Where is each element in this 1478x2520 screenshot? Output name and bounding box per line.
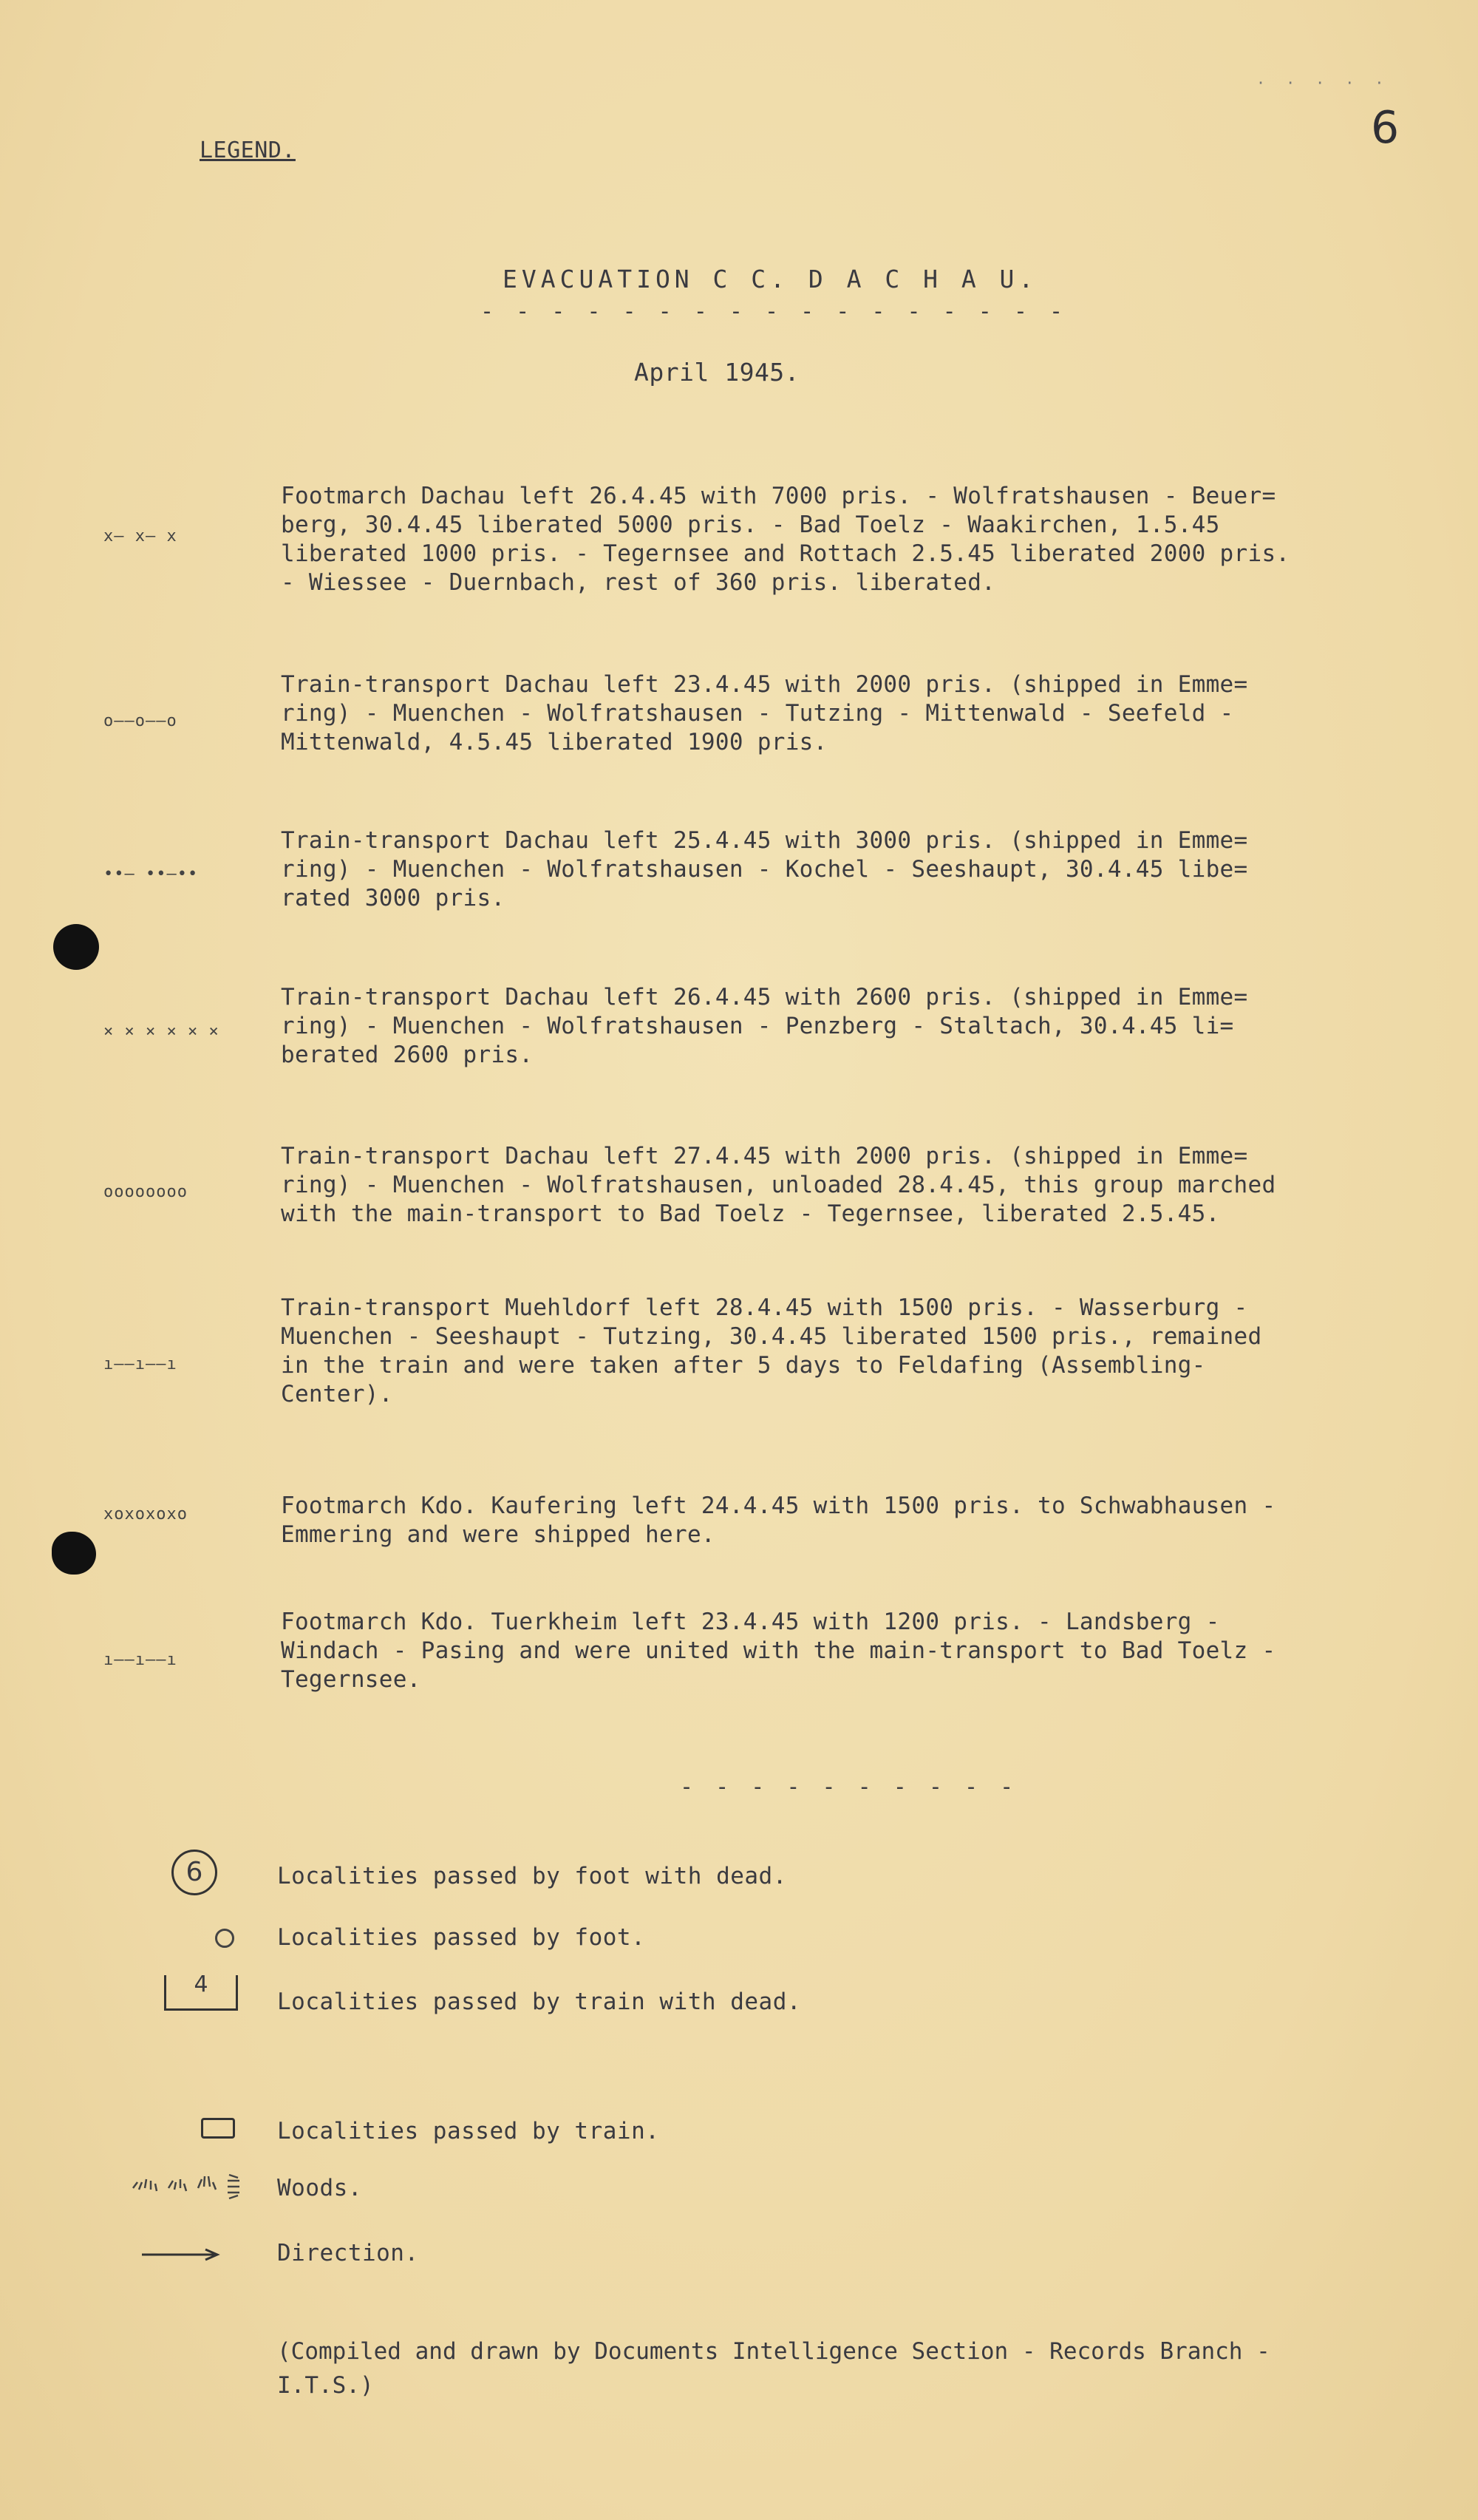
route-symbol-footmarch-dachau: x— x— x [103, 527, 177, 546]
entry-train-dachau-27: Train-transport Dachau left 27.4.45 with 2000 pris. (shipped in Emme= ring) - Muenchen - Wolfratshausen, unloaded 28.4.45, this group marched with the main-transport to Bad Toelz - Tegernsee, liberated 2.5.45. [281, 1143, 1276, 1227]
key-direction: Direction. [277, 2240, 419, 2266]
credit-note: (Compiled and drawn by Documents Intelligence Section - Records Branch - I.T.S.) [277, 2338, 1270, 2399]
entry-footmarch-dachau: Footmarch Dachau left 26.4.45 with 7000 pris. - Wolfratshausen - Beuer= berg, 30.4.45 liberated 5000 pris. - Bad Toelz - Waakirchen, 1.5.45 liberated 1000 pris. - Tegernsee and Rottach 2.5.45 liberated 2000 pris. - Wiessee - Duernbach, rest of 360 pris. liberated. [281, 483, 1290, 596]
page-number: 6 [1371, 102, 1400, 154]
arrow-right-icon [140, 2247, 222, 2262]
key-woods: Woods. [277, 2175, 362, 2201]
route-symbol-train-dachau-25: ••— ••—•• [103, 865, 199, 883]
boxed-number-icon: 4 [164, 1975, 238, 2011]
key-foot: Localities passed by foot. [277, 1924, 646, 1951]
entry-train-dachau-26: Train-transport Dachau left 26.4.45 with 2600 pris. (shipped in Emme= ring) - Muenchen - Wolfratshausen - Penzberg - Staltach, 30.4.45 li= berated 2600 pris. [281, 984, 1248, 1068]
ink-blot [53, 924, 99, 970]
key-foot-with-dead: Localities passed by foot with dead. [277, 1863, 787, 1889]
rectangle-icon [201, 2118, 235, 2139]
route-symbol-footmarch-kaufering: xoxoxoxo [103, 1505, 188, 1524]
circle-number-icon: 6 [171, 1850, 217, 1895]
section-separator: - - - - - - - - - - [680, 1774, 1018, 1800]
route-symbol-train-dachau-26: × × × × × × [103, 1022, 219, 1041]
document-date: April 1945. [634, 358, 800, 387]
ink-blot [52, 1532, 96, 1575]
entry-train-dachau-23: Train-transport Dachau left 23.4.45 with 2000 pris. (shipped in Emme= ring) - Muenchen - Wolfratshausen - Tutzing - Mittenwald - Seefeld - Mittenwald, 4.5.45 liberated 1900 pris. [281, 671, 1248, 755]
key-train-with-dead: Localities passed by train with dead. [277, 1989, 802, 2015]
route-symbol-footmarch-tuerkheim: ı——ı——ı [103, 1651, 177, 1669]
route-symbol-train-dachau-23: o——o——o [103, 712, 177, 730]
key-train: Localities passed by train. [277, 2118, 660, 2144]
title-underline: - - - - - - - - - - - - - - - - - [480, 299, 1068, 325]
entry-train-dachau-25: Train-transport Dachau left 25.4.45 with 3000 pris. (shipped in Emme= ring) - Muenchen - Wolfratshausen - Kochel - Seeshaupt, 30.4.45 libe= rated 3000 pris. [281, 827, 1248, 911]
route-symbol-train-dachau-27: oooooooo [103, 1183, 188, 1201]
margin-dots: · · · · · [1256, 74, 1390, 92]
circle-icon [215, 1929, 234, 1948]
woods-icon [126, 2166, 251, 2203]
entry-train-muehldorf: Train-transport Muehldorf left 28.4.45 with 1500 pris. - Wasserburg - Muenchen - Seeshaupt - Tutzing, 30.4.45 liberated 1500 pris., remained in the train and were taken after 5 days to Feldafing (Assembling- Center). [281, 1294, 1262, 1407]
route-symbol-train-muehldorf: ı——ı——ı [103, 1355, 177, 1373]
legend-heading: LEGEND. [200, 137, 296, 163]
entry-footmarch-kaufering: Footmarch Kdo. Kaufering left 24.4.45 with 1500 pris. to Schwabhausen - Emmering and were shipped here. [281, 1492, 1276, 1548]
entry-footmarch-tuerkheim: Footmarch Kdo. Tuerkheim left 23.4.45 with 1200 pris. - Landsberg - Windach - Pasing and were united with the main-transport to Bad Toelz - Tegernsee. [281, 1609, 1276, 1693]
document-title: EVACUATION C C. D A C H A U. [503, 265, 1038, 293]
